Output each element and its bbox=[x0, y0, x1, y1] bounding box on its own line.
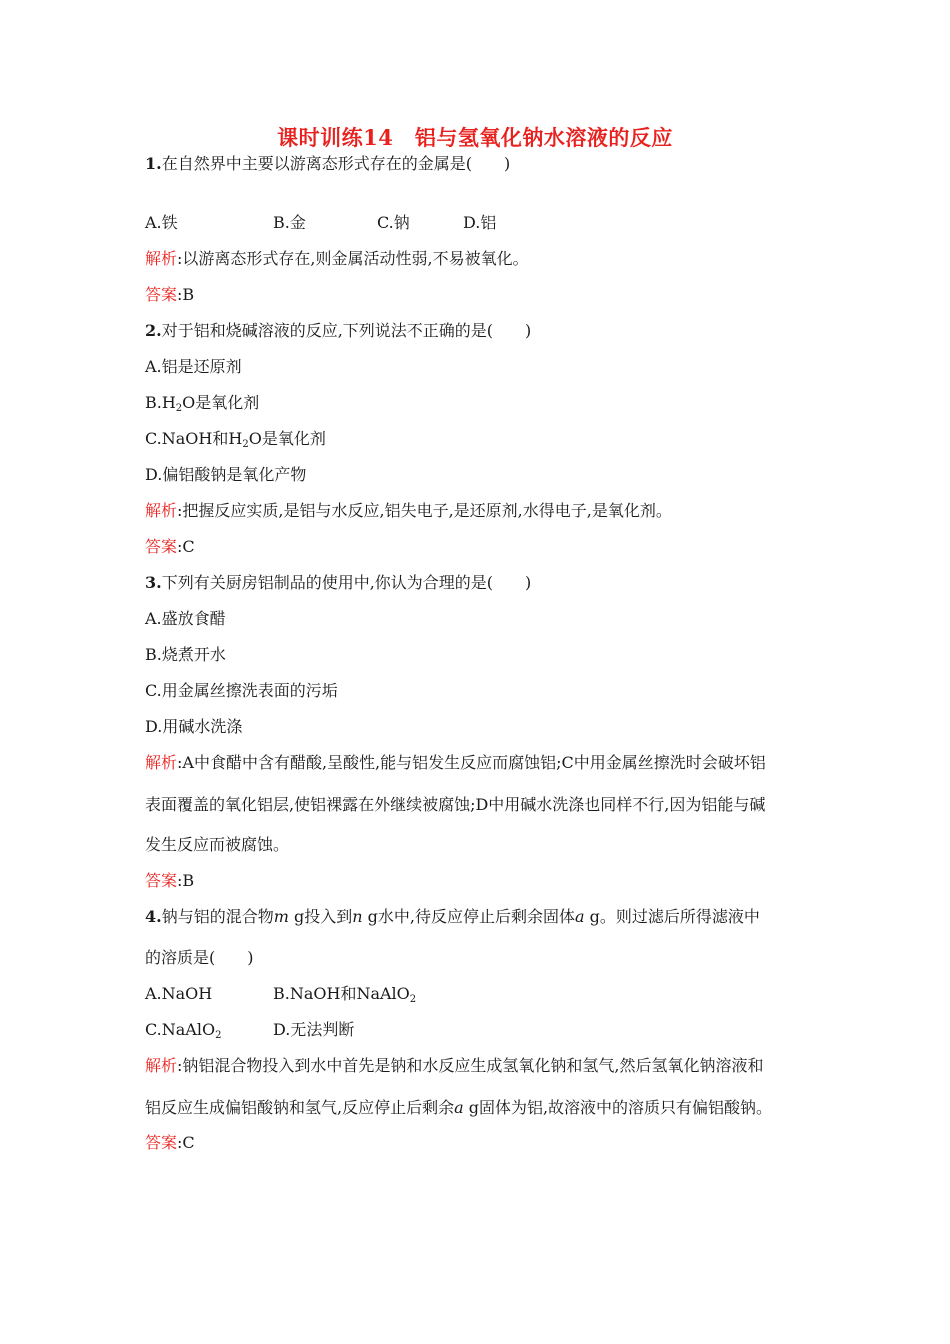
q3-answer-text: :B bbox=[177, 871, 195, 890]
q4-analysis-line-2: 铝反应生成偏铝酸钠和氢气,反应停止后剩余a g固体为铝,故溶液中的溶质只有偏铝酸钠。 bbox=[145, 1098, 773, 1117]
q2-option-b: $B.H_2O$是氧化剂 bbox=[145, 393, 260, 414]
question-1-number: 1. bbox=[145, 154, 162, 173]
q3-analysis-line-2: 表面覆盖的氧化铝层,使铝裸露在外继续被腐蚀;D中用碱水洗涤也同样不行,因为铝能与碱 bbox=[145, 795, 766, 814]
answer-label: 答案 bbox=[145, 537, 178, 556]
answer-label: 答案 bbox=[145, 285, 178, 304]
q1-answer-text: :B bbox=[177, 285, 195, 304]
q4-answer-text: :C bbox=[177, 1133, 195, 1152]
question-4-stem-line-2: 的溶质是( ) bbox=[145, 948, 254, 967]
q1-option-b: B.金 bbox=[273, 213, 306, 232]
q2-option-d: D.偏铝酸钠是氧化产物 bbox=[145, 465, 307, 484]
q2-option-c: C.NaOH和$H_2O$是氧化剂 bbox=[145, 429, 326, 450]
answer-label: 答案 bbox=[145, 871, 178, 890]
q4-option-b: B.NaOH和NaAlO$_2$ bbox=[273, 984, 417, 1005]
variable-n: n bbox=[352, 907, 363, 926]
q4-option-c: C.NaAlO$_2$ bbox=[145, 1020, 222, 1041]
variable-a: a bbox=[574, 907, 585, 926]
q4-option-a: A.NaOH bbox=[145, 984, 213, 1003]
q1-option-c: C.钠 bbox=[377, 213, 410, 232]
q3-analysis-line-1 bbox=[145, 752, 766, 774]
q4-analysis-text-1: :钠铝混合物投入到水中首先是钠和水反应生成氢氧化钠和氢气,然后氢氧化钠溶液和 bbox=[177, 1056, 764, 1075]
q3-option-a: A.盛放食醋 bbox=[145, 609, 226, 628]
question-4-number: 4. bbox=[145, 907, 162, 926]
question-2-number: 2. bbox=[145, 321, 162, 340]
q4-option-d: D.无法判断 bbox=[273, 1020, 355, 1039]
q1-option-d: D.铝 bbox=[463, 213, 497, 232]
q1-answer bbox=[145, 284, 194, 306]
q3-option-b: B.烧煮开水 bbox=[145, 645, 226, 664]
question-3-number: 3. bbox=[145, 573, 162, 592]
question-1-stem bbox=[145, 153, 510, 175]
q1-analysis bbox=[145, 248, 529, 270]
analysis-label: 解析 bbox=[145, 753, 178, 772]
question-3-stem bbox=[145, 572, 531, 594]
question-3-text: 下列有关厨房铝制品的使用中,你认为合理的是( ) bbox=[161, 573, 532, 592]
variable-a: a bbox=[454, 1098, 464, 1117]
q2-option-a: A.铝是还原剂 bbox=[145, 357, 242, 376]
question-4-stem-line-1: 4.钠与铝的混合物m g投入到n g水中,待反应停止后剩余固体a g。则过滤后所得滤液中 bbox=[145, 907, 760, 926]
q4-analysis-line-1 bbox=[145, 1055, 764, 1077]
variable-m: m bbox=[273, 907, 289, 926]
answer-label: 答案 bbox=[145, 1133, 178, 1152]
q1-option-a: A.铁 bbox=[145, 213, 178, 232]
question-2-stem bbox=[145, 320, 531, 342]
q3-answer bbox=[145, 870, 194, 892]
q3-option-d: D.用碱水洗涤 bbox=[145, 717, 243, 736]
q3-option-c: C.用金属丝擦洗表面的污垢 bbox=[145, 681, 338, 700]
analysis-label: 解析 bbox=[145, 501, 178, 520]
q4-answer bbox=[145, 1132, 195, 1154]
q3-analysis-text-1: :A中食醋中含有醋酸,呈酸性,能与铝发生反应而腐蚀铝;C中用金属丝擦洗时会破坏铝 bbox=[177, 753, 766, 772]
analysis-label: 解析 bbox=[145, 1056, 178, 1075]
analysis-label: 解析 bbox=[145, 249, 178, 268]
q2-answer bbox=[145, 536, 195, 558]
page-title: 课时训练14 铝与氢氧化钠水溶液的反应 bbox=[277, 125, 673, 150]
question-1-text: 在自然界中主要以游离态形式存在的金属是( ) bbox=[161, 154, 511, 173]
q2-answer-text: :C bbox=[177, 537, 195, 556]
q2-analysis bbox=[145, 500, 672, 522]
q1-analysis-text: :以游离态形式存在,则金属活动性弱,不易被氧化。 bbox=[177, 249, 529, 268]
question-2-text: 对于铝和烧碱溶液的反应,下列说法不正确的是( ) bbox=[161, 321, 532, 340]
q2-analysis-text: :把握反应实质,是铝与水反应,铝失电子,是还原剂,水得电子,是氧化剂。 bbox=[177, 501, 672, 520]
q3-analysis-line-3: 发生反应而被腐蚀。 bbox=[145, 835, 290, 854]
